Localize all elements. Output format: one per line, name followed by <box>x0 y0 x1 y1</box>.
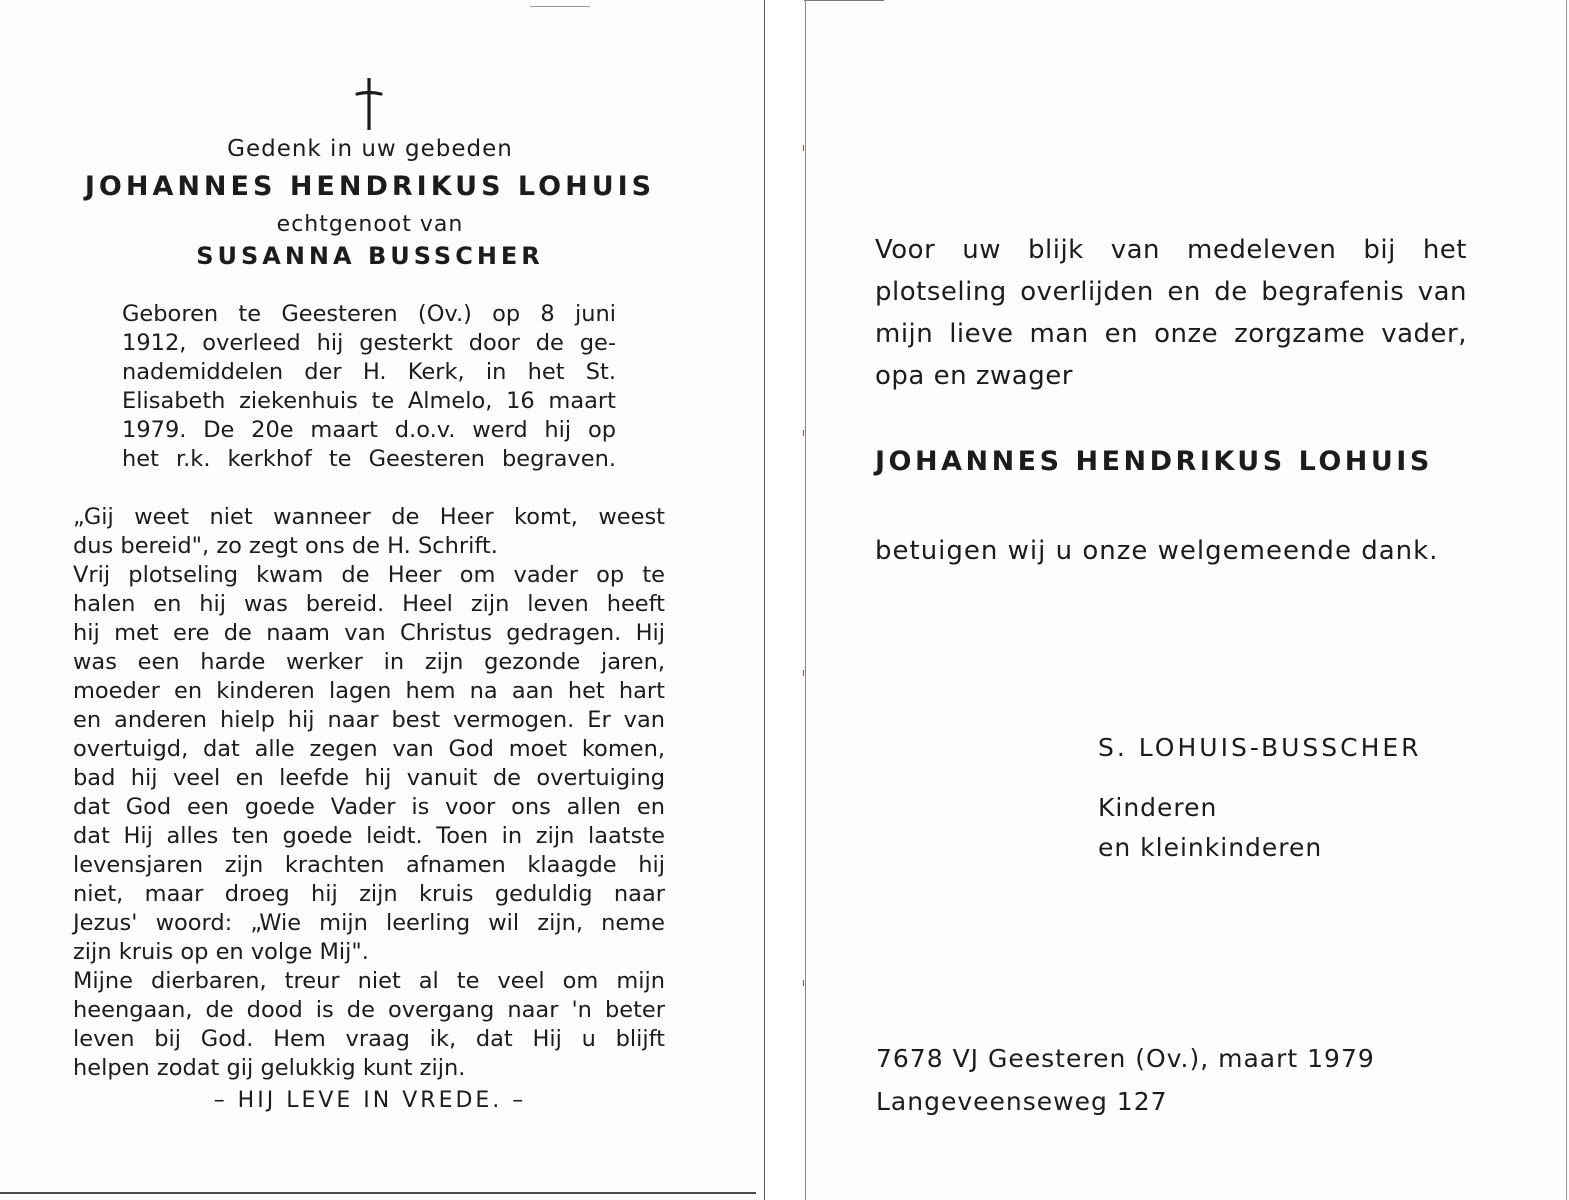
left-card-bottom-edge <box>0 1192 756 1194</box>
biography-line: 1979. De 20e maart d.o.v. werd hij op <box>122 417 616 443</box>
text-line: en anderen hielp hij naar best vermogen. Er van <box>73 707 665 733</box>
text-line: „Gij weet niet wanneer de Heer komt, weest <box>73 504 665 530</box>
text-line: dus bereid", zo zegt ons de H. Schrift. <box>73 533 498 559</box>
biography-line: 1912, overleed hij gesterkt door de ge- <box>122 330 616 356</box>
thanks-deceased-name: JOHANNES HENDRIKUS LOHUIS <box>875 446 1433 477</box>
thanks-line: mijn lieve man en onze zorgzame vader, <box>875 319 1467 349</box>
edge-mark <box>803 145 804 151</box>
spouse-name: SUSANNA BUSSCHER <box>196 242 544 270</box>
left-card-edge <box>764 0 765 1200</box>
text-line: Jezus' woord: „Wie mijn leerling wil zijn, neme <box>73 910 665 936</box>
left-card-top-mark <box>530 6 590 7</box>
signatory-name: S. LOHUIS-BUSSCHER <box>1098 733 1422 762</box>
right-card-edge <box>805 0 806 1200</box>
text-line: helpen zodat gij gelukkig kunt zijn. <box>73 1055 466 1081</box>
thanks-line: plotseling overlijden en de begrafenis van <box>875 277 1467 307</box>
edge-mark <box>803 980 804 986</box>
text-line: dat Hij alles ten goede leidt. Toen in zijn laatste <box>73 823 665 849</box>
signatory-children: Kinderen <box>1098 793 1218 822</box>
text-line: Mijne dierbaren, treur niet al te veel om mijn <box>73 968 665 994</box>
text-line: niet, maar droeg hij zijn kruis geduldig naar <box>73 881 665 907</box>
biography-line: Geboren te Geesteren (Ov.) op 8 juni <box>122 301 616 327</box>
cross-icon <box>352 78 386 130</box>
signatory-grandchildren: en kleinkinderen <box>1098 833 1323 862</box>
text-line: dat God een goede Vader is voor ons allen en <box>73 794 665 820</box>
biography-line: nademiddelen der H. Kerk, in het St. <box>122 359 616 385</box>
edge-mark <box>803 430 804 436</box>
text-line: heengaan, de dood is de overgang naar 'n beter <box>73 997 665 1023</box>
text-line: bad hij veel en leefde hij vanuit de overtuiging <box>73 765 665 791</box>
spouse-of-label: echtgenoot van <box>276 212 464 237</box>
text-line: leven bij God. Hem vraag ik, dat Hij u blijft <box>73 1026 665 1052</box>
text-line: levensjaren zijn krachten afnamen klaagde hij <box>73 852 665 878</box>
right-card-outer-edge <box>1566 0 1567 1200</box>
text-line: halen en hij was bereid. Heel zijn leven heeft <box>73 591 665 617</box>
text-line: overtuigd, dat alle zegen van God moet komen, <box>73 736 665 762</box>
text-line: was een harde werker in zijn gezonde jaren, <box>73 649 665 675</box>
biography-line: het r.k. kerkhof te Geesteren begraven. <box>122 446 616 472</box>
text-line: zijn kruis op en volge Mij". <box>73 939 369 965</box>
thanks-closing: betuigen wij u onze welgemeende dank. <box>875 536 1439 566</box>
text-line: moeder en kinderen lagen hem na aan het hart <box>73 678 665 704</box>
deceased-name: JOHANNES HENDRIKUS LOHUIS <box>84 171 656 202</box>
edge-mark <box>803 670 804 676</box>
biography-line: Elisabeth ziekenhuis te Almelo, 16 maart <box>122 388 616 414</box>
right-card <box>800 0 1569 1200</box>
address-line: 7678 VJ Geesteren (Ov.), maart 1979 <box>876 1044 1375 1073</box>
text-line: hij met ere de naam van Christus gedragen. Hij <box>73 620 665 646</box>
closing-line: – HIJ LEVE IN VREDE. – <box>213 1088 527 1113</box>
remember-heading: Gedenk in uw gebeden <box>227 136 513 162</box>
thanks-line: Voor uw blijk van medeleven bij het <box>875 235 1467 265</box>
text-line: Vrij plotseling kwam de Heer om vader op te <box>73 562 665 588</box>
address-line: Langeveenseweg 127 <box>876 1087 1168 1116</box>
right-card-top-edge <box>804 0 884 1</box>
thanks-line: opa en zwager <box>875 361 1073 391</box>
